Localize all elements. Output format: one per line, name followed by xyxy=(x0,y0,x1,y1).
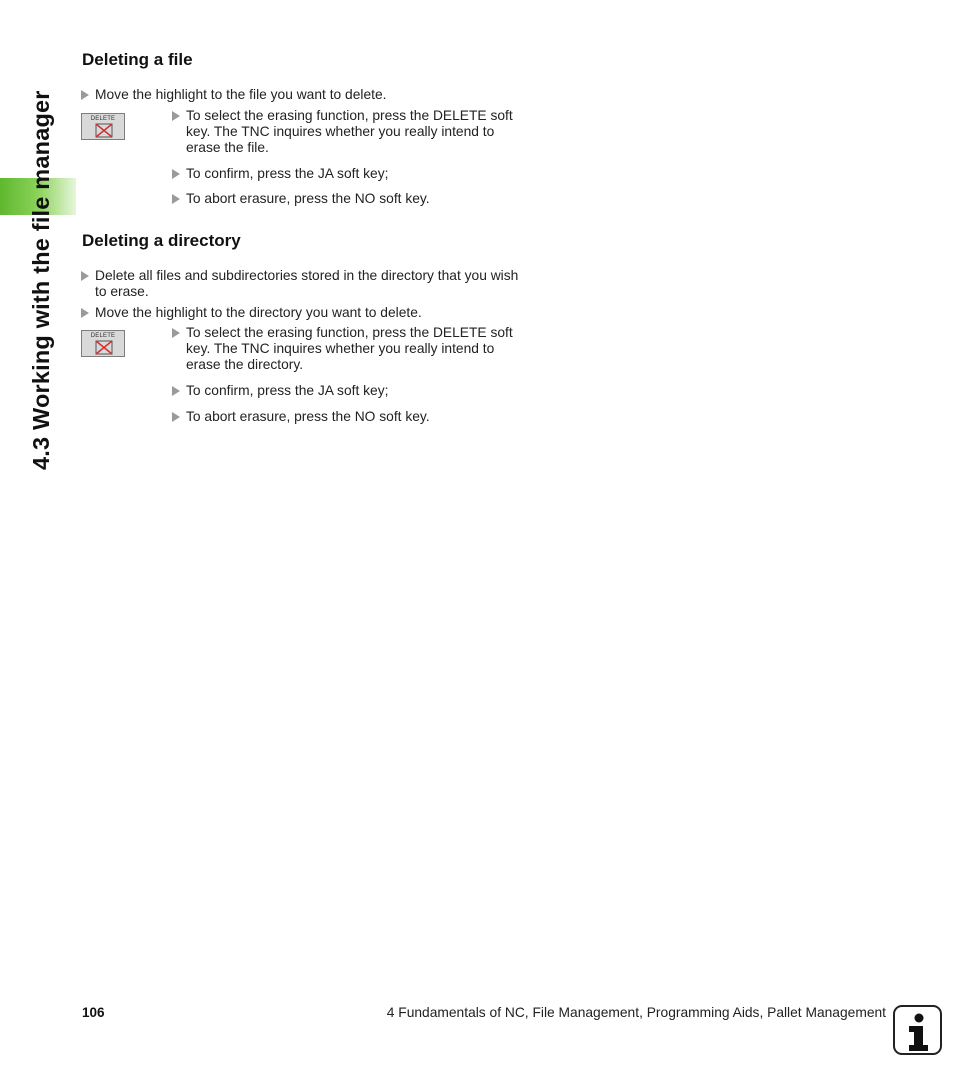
bullet-arrow-icon xyxy=(81,271,89,281)
step-item: To select the erasing function, press the DELETE soft key. The TNC inquires whether you really intend to erase the file. xyxy=(186,108,531,156)
step-item: To abort erasure, press the NO soft key. xyxy=(186,409,531,425)
step-item: Move the highlight to the file you want to delete. xyxy=(95,87,535,103)
bullet-arrow-icon xyxy=(172,111,180,121)
bullet-arrow-icon xyxy=(81,308,89,318)
bullet-arrow-icon xyxy=(172,328,180,338)
section-heading-deleting-file: Deleting a file xyxy=(82,50,193,69)
softkey-label: DELETE xyxy=(90,116,116,122)
delete-icon xyxy=(95,123,113,138)
bullet-arrow-icon xyxy=(172,194,180,204)
bullet-arrow-icon xyxy=(81,90,89,100)
bullet-arrow-icon xyxy=(172,169,180,179)
step-item: To select the erasing function, press the DELETE soft key. The TNC inquires whether you really intend to erase the directory. xyxy=(186,325,531,373)
footer-chapter-title: 4 Fundamentals of NC, File Management, Programming Aids, Pallet Management xyxy=(386,1005,886,1020)
bullet-arrow-icon xyxy=(172,412,180,422)
page-number: 106 xyxy=(82,1005,105,1020)
step-item: To abort erasure, press the NO soft key. xyxy=(186,191,531,207)
step-item: To confirm, press the JA soft key; xyxy=(186,166,531,182)
step-item: Delete all files and subdirectories stored in the directory that you wish to erase. xyxy=(95,268,525,300)
info-icon xyxy=(893,1005,942,1055)
step-item: To confirm, press the JA soft key; xyxy=(186,383,531,399)
softkey-label: DELETE xyxy=(90,333,116,339)
bullet-arrow-icon xyxy=(172,386,180,396)
delete-softkey[interactable] xyxy=(81,113,125,140)
chapter-side-title: 4.3 Working with the file manager xyxy=(28,90,54,470)
step-item: Move the highlight to the directory you want to delete. xyxy=(95,305,535,321)
delete-softkey[interactable] xyxy=(81,330,125,357)
section-heading-deleting-directory: Deleting a directory xyxy=(82,231,241,250)
delete-icon xyxy=(95,340,113,355)
